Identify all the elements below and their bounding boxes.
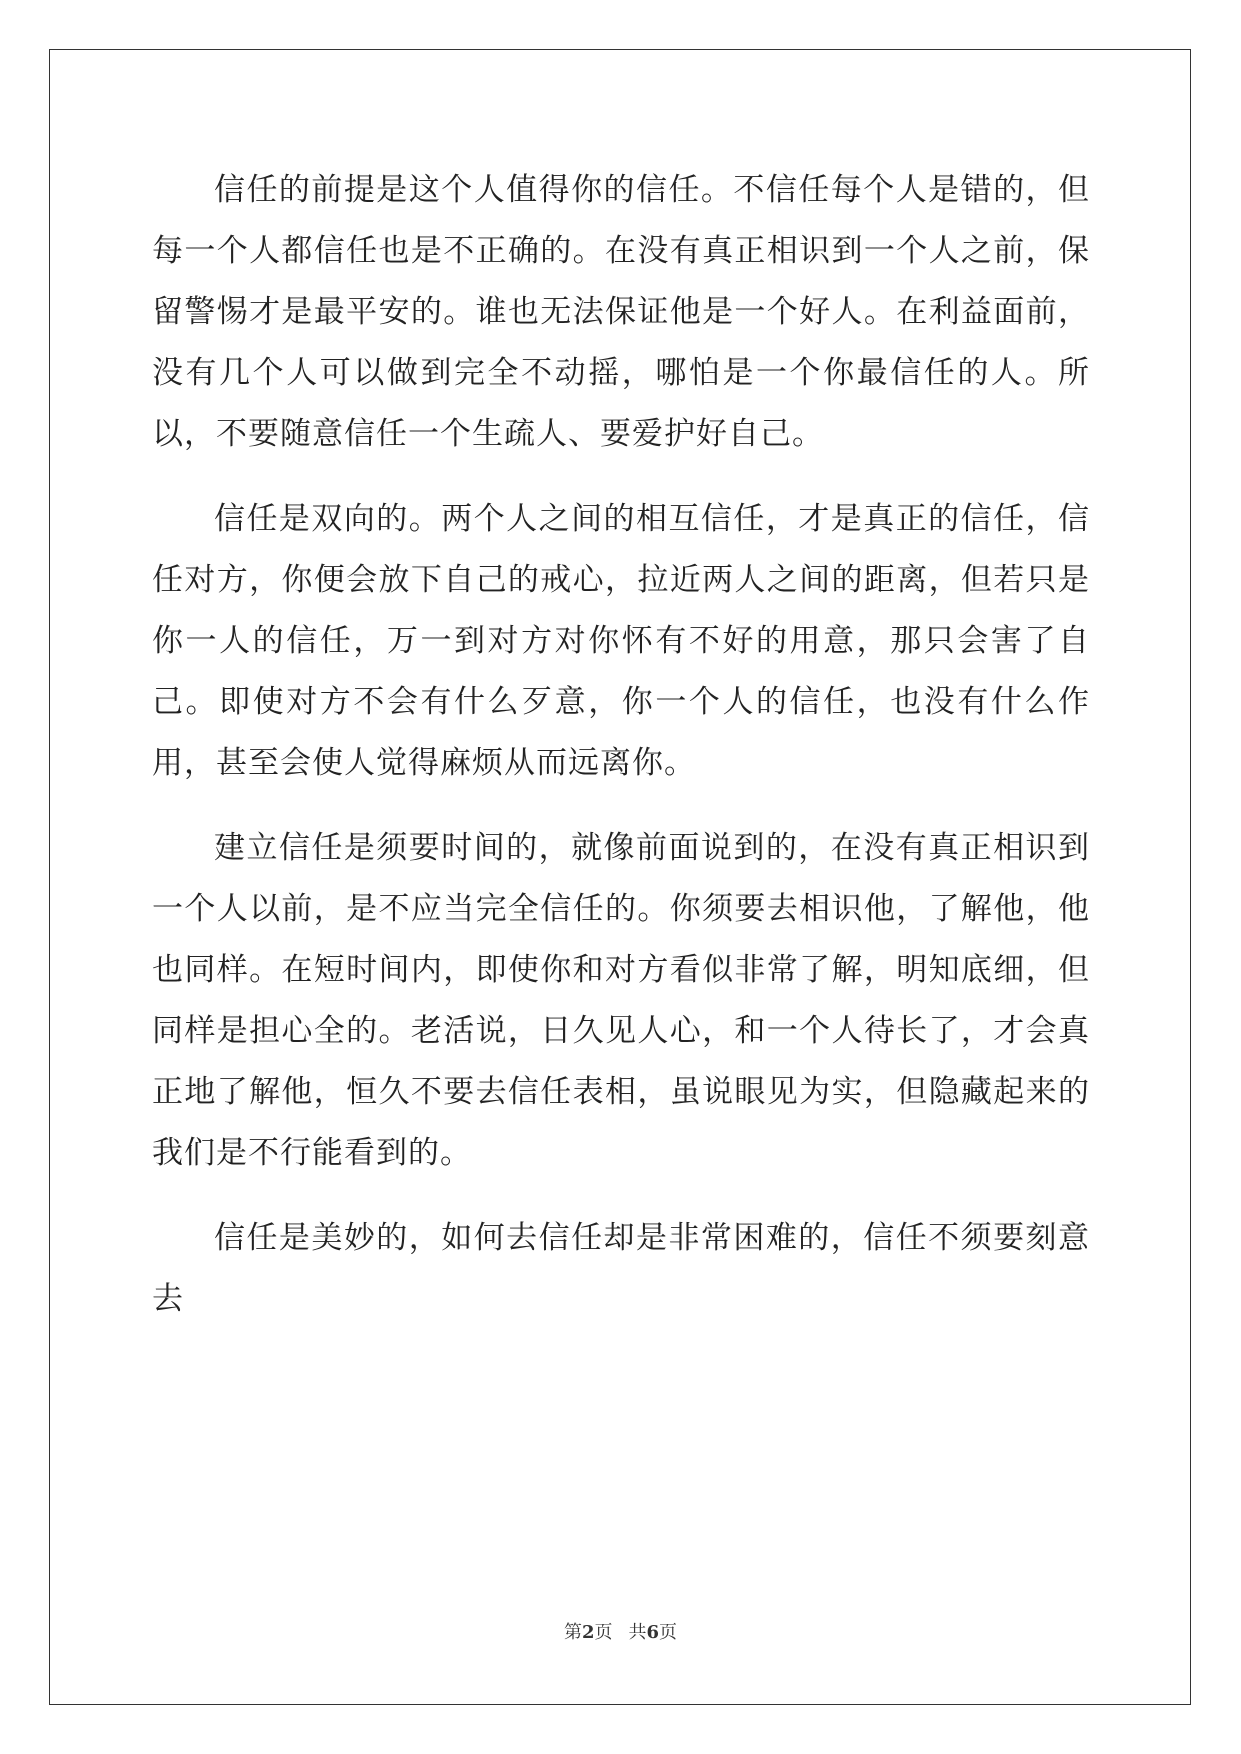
total-pages-unit: 页 — [659, 1622, 678, 1643]
current-page-number: 2 — [581, 1622, 595, 1643]
page-number-prefix: 第 — [563, 1622, 582, 1643]
document-body — [152, 160, 1090, 1330]
total-page-count: 6 — [646, 1622, 660, 1643]
paragraph-4: 信任是美妙的，如何去信任却是非常困难的，信任不须要刻意去 — [152, 1220, 1090, 1317]
total-pages-prefix: 共 — [628, 1622, 647, 1643]
page-footer — [0, 1618, 1241, 1644]
paragraph-3: 建立信任是须要时间的，就像前面说到的，在没有真正相识到一个人以前，是不应当完全信任的。你须要去相识他，了解他，他也同样。在短时间内，即使你和对方看似非常了解，明知底细，但同样是担心全的。老活说，日久见人心，和一个人待长了，才会真正地了解他，恒久不要去信任表相，虽说眼见为实，但隐藏起来的我们是不行能看到的。 — [152, 830, 1090, 1171]
page-number-unit: 页 — [594, 1622, 613, 1643]
paragraph-2: 信任是双向的。两个人之间的相互信任，才是真正的信任，信任对方，你便会放下自己的戒心，拉近两人之间的距离，但若只是你一人的信任，万一到对方对你怀有不好的用意，那只会害了自己。即使对方不会有什么歹意，你一个人的信任，也没有什么作用，甚至会使人觉得麻烦从而远离你。 — [152, 501, 1090, 781]
paragraph-1: 信任的前提是这个人值得你的信任。不信任每个人是错的，但每一个人都信任也是不正确的。在没有真正相识到一个人之前，保留警惕才是最平安的。谁也无法保证他是一个好人。在利益面前，没有几个人可以做到完全不动摇，哪怕是一个你最信任的人。所以，不要随意信任一个生疏人、要爱护好自己。 — [152, 172, 1090, 452]
